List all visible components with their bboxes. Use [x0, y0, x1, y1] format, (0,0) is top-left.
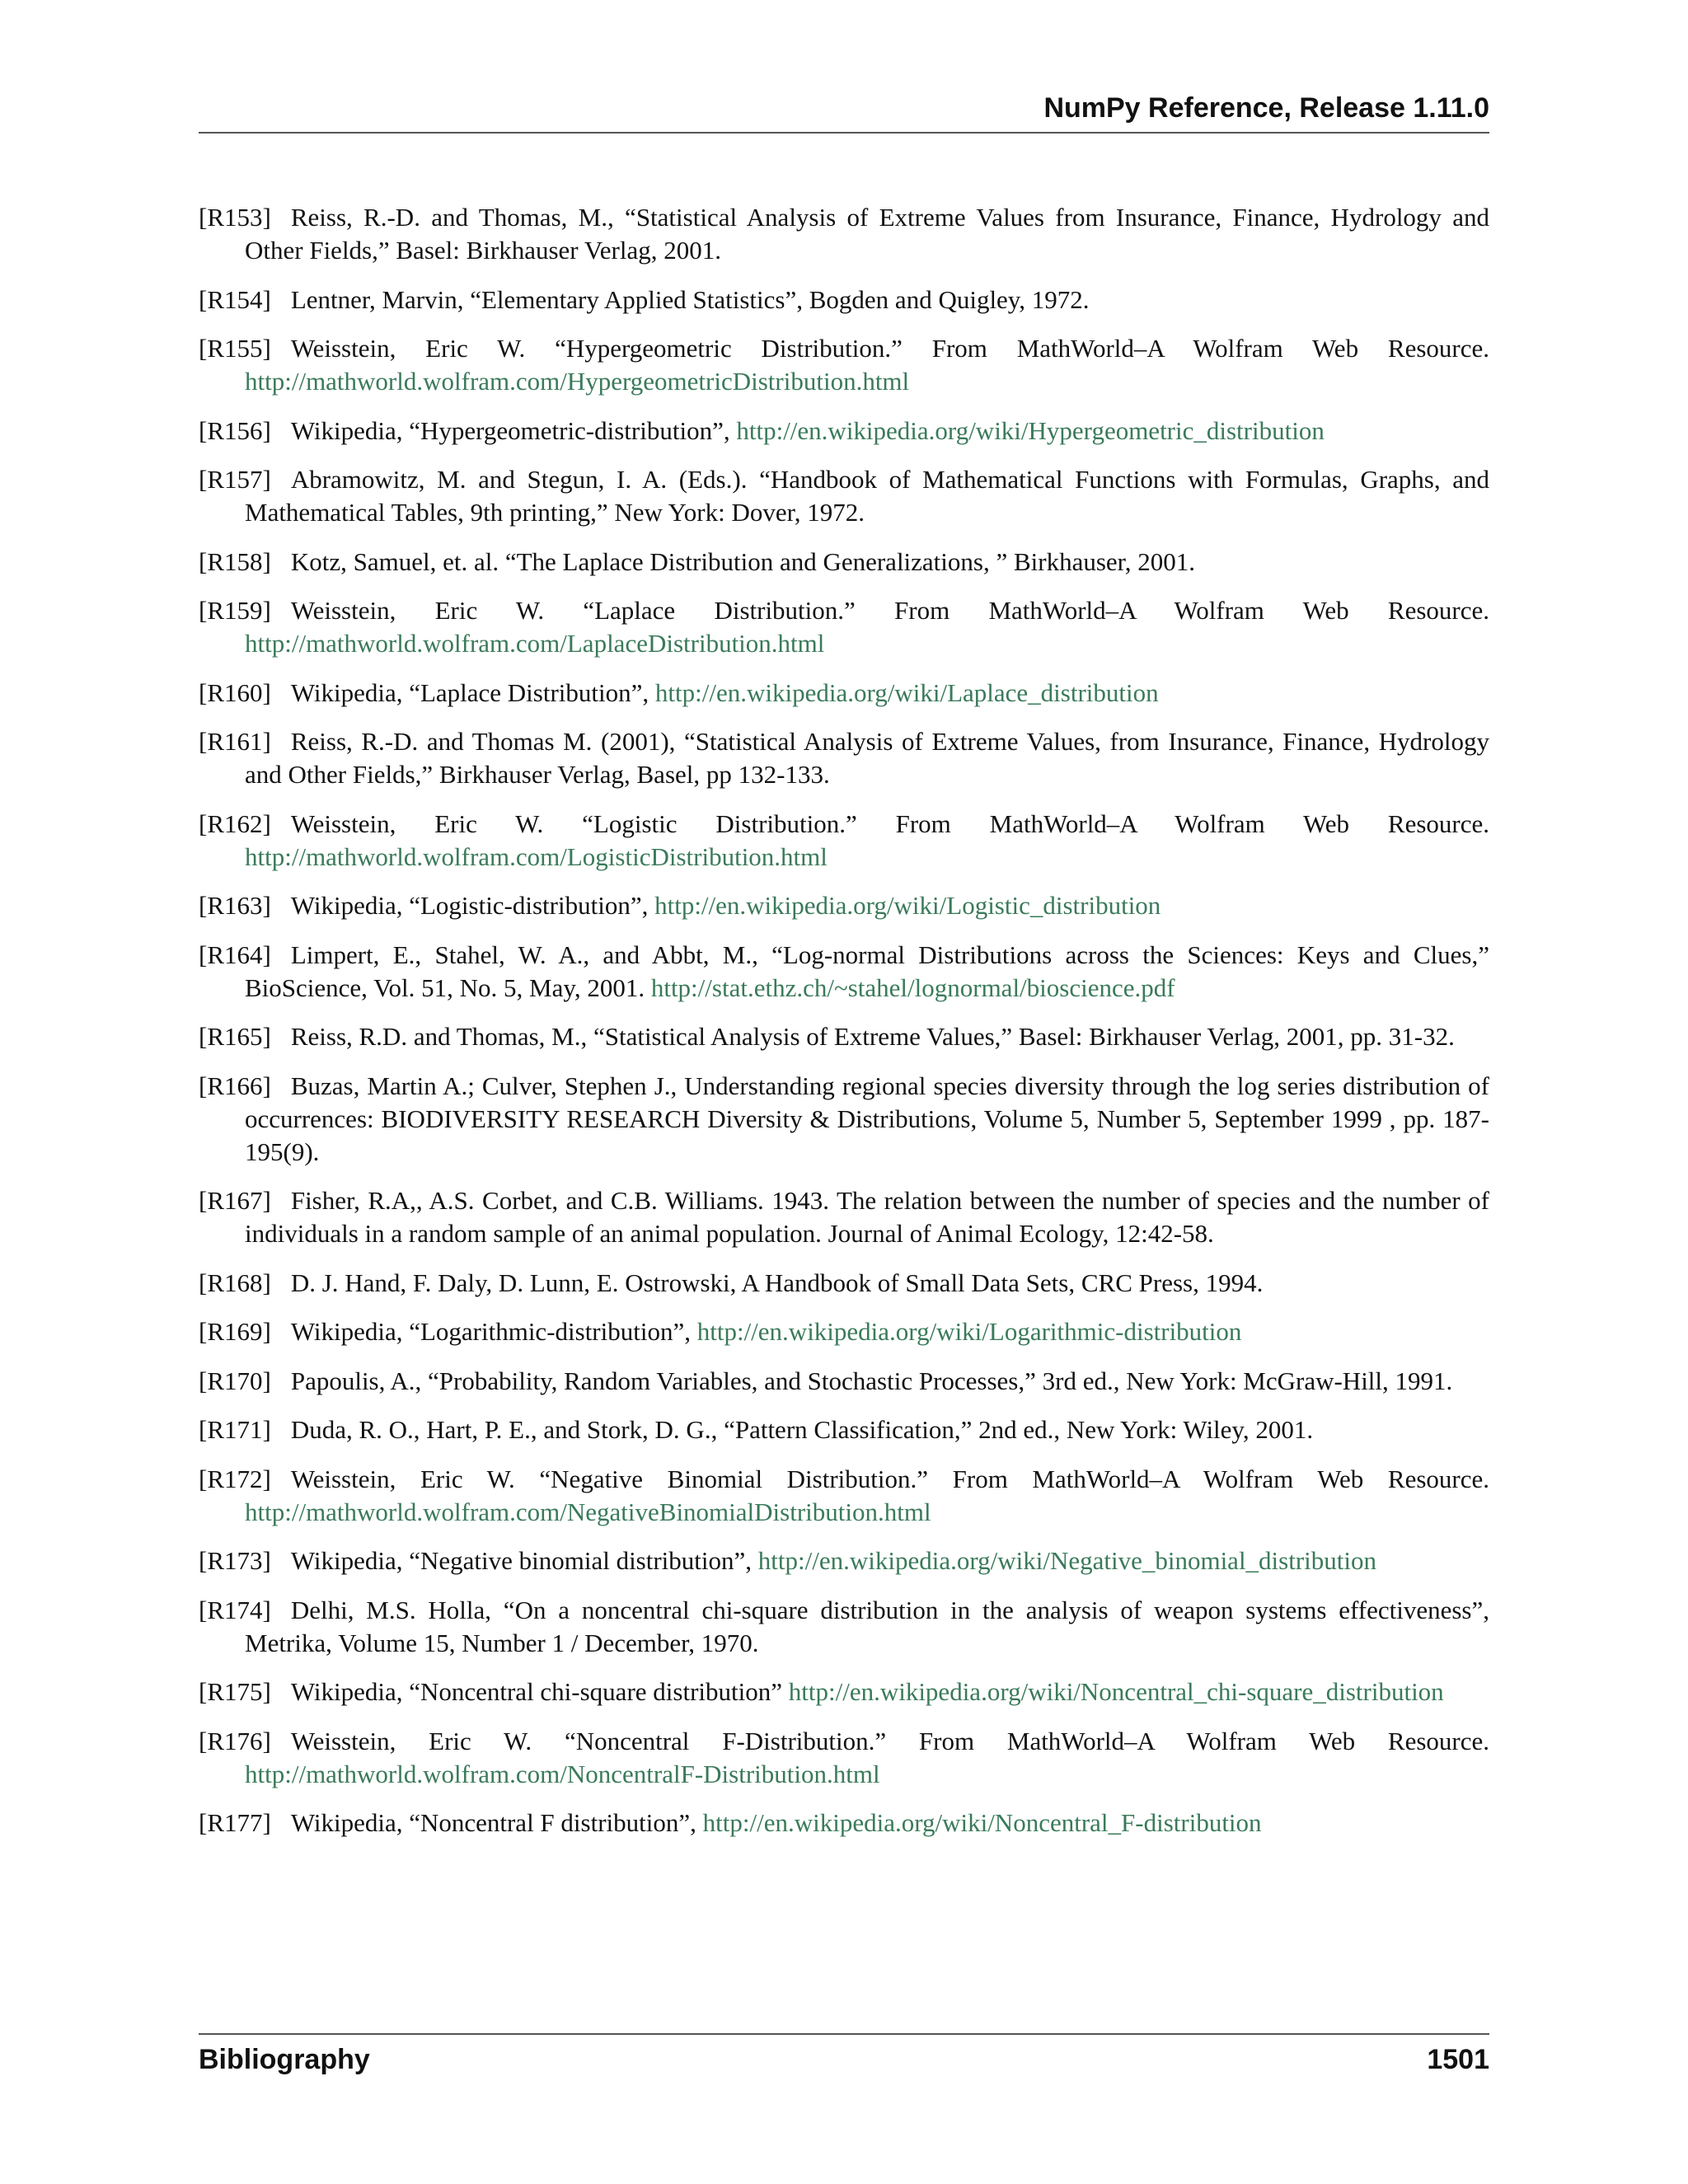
entry-label: [R173] — [199, 1546, 271, 1575]
entry-link[interactable]: http://mathworld.wolfram.com/NoncentralF-Distribution.html — [245, 1759, 880, 1788]
running-title: NumPy Reference, Release 1.11.0 — [1043, 92, 1489, 124]
entry-text: Wikipedia, “Negative binomial distribution”, — [290, 1546, 753, 1575]
bibliography-entry — [199, 463, 1489, 529]
bibliography-entry — [199, 1675, 1489, 1708]
entry-text: Weisstein, Eric W. “Logistic Distribution.” From MathWorld–A Wolfram Web Resource. — [290, 808, 1489, 838]
entry-label: [R153] — [199, 203, 271, 232]
bibliography-entry — [199, 1413, 1489, 1446]
entry-label: [R154] — [199, 284, 271, 314]
entry-label: [R155] — [199, 334, 271, 363]
page-number: 1501 — [1427, 2044, 1489, 2075]
bibliography-entry — [199, 1184, 1489, 1250]
entry-text: Buzas, Martin A.; Culver, Stephen J., Understanding regional species diversity through the log series distribution of occurrences: BIODIVERSITY RESEARCH Diversity & Distributions, Volume 5, Number 5, September 1999 , pp. 187-195(9). — [245, 1071, 1489, 1166]
entry-label: [R165] — [199, 1022, 271, 1051]
entry-label: [R176] — [199, 1726, 271, 1755]
entry-label: [R169] — [199, 1317, 271, 1346]
bibliography-entry — [199, 1544, 1489, 1577]
entry-text: Duda, R. O., Hart, P. E., and Stork, D. G., “Pattern Classification,” 2nd ed., New York: Wiley, 2001. — [290, 1415, 1314, 1444]
entry-link[interactable]: http://en.wikipedia.org/wiki/Negative_binomial_distribution — [757, 1546, 1377, 1575]
bibliography-entry — [199, 332, 1489, 398]
entry-label: [R168] — [199, 1268, 271, 1297]
entry-label: [R172] — [199, 1464, 271, 1493]
entry-link[interactable]: http://en.wikipedia.org/wiki/Noncentral_F-distribution — [702, 1808, 1262, 1837]
bibliography-entry — [199, 201, 1489, 267]
entry-text: Weisstein, Eric W. “Noncentral F-Distribution.” From MathWorld–A Wolfram Web Resource. — [290, 1726, 1489, 1755]
entry-label: [R157] — [199, 465, 271, 494]
entry-label: [R171] — [199, 1415, 271, 1444]
entry-link[interactable]: http://en.wikipedia.org/wiki/Logarithmic-distribution — [696, 1317, 1242, 1346]
entry-text: Wikipedia, “Laplace Distribution”, — [290, 677, 649, 707]
entry-label: [R170] — [199, 1366, 271, 1395]
entry-link[interactable]: http://en.wikipedia.org/wiki/Hypergeometric_distribution — [736, 415, 1325, 445]
entry-text: Papoulis, A., “Probability, Random Variables, and Stochastic Processes,” 3rd ed., New York: McGraw-Hill, 1991. — [290, 1366, 1453, 1395]
bibliography-entry — [199, 939, 1489, 1005]
bibliography-list — [199, 201, 1489, 1856]
entry-link[interactable]: http://mathworld.wolfram.com/LogisticDistribution.html — [245, 841, 828, 871]
bibliography-entry — [199, 1463, 1489, 1529]
bibliography-entry — [199, 725, 1489, 791]
page-footer — [199, 2033, 1489, 2076]
bibliography-entry — [199, 1365, 1489, 1398]
entry-text: Weisstein, Eric W. “Laplace Distribution.” From MathWorld–A Wolfram Web Resource. — [290, 596, 1489, 625]
bibliography-entry — [199, 546, 1489, 579]
bibliography-entry — [199, 594, 1489, 660]
entry-label: [R167] — [199, 1186, 271, 1215]
bibliography-entry — [199, 808, 1489, 874]
entry-label: [R158] — [199, 546, 271, 576]
entry-text: Reiss, R.D. and Thomas, M., “Statistical Analysis of Extreme Values,” Basel: Birkhauser Verlag, 2001, pp. 31-32. — [290, 1022, 1455, 1051]
entry-label: [R156] — [199, 415, 271, 445]
entry-label: [R166] — [199, 1071, 271, 1100]
entry-label: [R164] — [199, 940, 271, 969]
bibliography-entry — [199, 1315, 1489, 1348]
bibliography-entry — [199, 284, 1489, 316]
entry-text: Delhi, M.S. Holla, “On a noncentral chi-square distribution in the analysis of weapon systems effectiveness”, Metrika, Volume 15, Number 1 / December, 1970. — [245, 1595, 1489, 1657]
footer-section-title: Bibliography — [199, 2044, 370, 2075]
entry-text: Weisstein, Eric W. “Negative Binomial Distribution.” From MathWorld–A Wolfram Web Resource. — [290, 1464, 1489, 1493]
bibliography-entry — [199, 1267, 1489, 1300]
entry-text: Lentner, Marvin, “Elementary Applied Statistics”, Bogden and Quigley, 1972. — [290, 284, 1090, 314]
entry-text: D. J. Hand, F. Daly, D. Lunn, E. Ostrowski, A Handbook of Small Data Sets, CRC Press, 1994. — [290, 1268, 1264, 1297]
entry-label: [R175] — [199, 1677, 271, 1706]
entry-text: Limpert, E., Stahel, W. A., and Abbt, M., “Log-normal Distributions across the Sciences: Keys and Clues,” BioScience, Vol. 51, No. 5, May, 2001. — [245, 940, 1489, 1002]
bibliography-entry — [199, 677, 1489, 710]
entry-text: Weisstein, Eric W. “Hypergeometric Distribution.” From MathWorld–A Wolfram Web Resource. — [290, 334, 1489, 363]
entry-text: Wikipedia, “Noncentral chi-square distribution” — [290, 1677, 782, 1706]
bibliography-entry — [199, 415, 1489, 448]
entry-link[interactable]: http://en.wikipedia.org/wiki/Noncentral_chi-square_distribution — [788, 1677, 1444, 1706]
bibliography-entry — [199, 1070, 1489, 1169]
entry-link[interactable]: http://en.wikipedia.org/wiki/Laplace_distribution — [654, 677, 1159, 707]
entry-label: [R174] — [199, 1595, 271, 1624]
entry-text: Reiss, R.-D. and Thomas, M., “Statistical Analysis of Extreme Values from Insurance, Finance, Hydrology and Other Fields,” Basel: Birkhauser Verlag, 2001. — [245, 203, 1489, 265]
entry-text: Wikipedia, “Logistic-distribution”, — [290, 891, 649, 920]
bibliography-entry — [199, 1594, 1489, 1660]
entry-text: Reiss, R.-D. and Thomas M. (2001), “Statistical Analysis of Extreme Values, from Insurance, Finance, Hydrology and Other Fields,” Birkhauser Verlag, Basel, pp 132-133. — [245, 727, 1489, 789]
bibliography-entry — [199, 1807, 1489, 1840]
entry-link[interactable]: http://en.wikipedia.org/wiki/Logistic_distribution — [654, 891, 1161, 920]
entry-label: [R159] — [199, 596, 271, 625]
bibliography-entry — [199, 1020, 1489, 1053]
entry-label: [R161] — [199, 727, 271, 756]
bibliography-entry — [199, 889, 1489, 922]
entry-label: [R162] — [199, 808, 271, 838]
entry-link[interactable]: http://mathworld.wolfram.com/HypergeometricDistribution.html — [245, 367, 910, 396]
bibliography-entry — [199, 1725, 1489, 1791]
entry-link[interactable]: http://mathworld.wolfram.com/NegativeBinomialDistribution.html — [245, 1497, 931, 1526]
entry-text: Wikipedia, “Noncentral F distribution”, — [290, 1808, 696, 1837]
entry-text: Kotz, Samuel, et. al. “The Laplace Distribution and Generalizations, ” Birkhauser, 2001. — [290, 546, 1196, 576]
entry-text: Wikipedia, “Hypergeometric-distribution”, — [290, 415, 730, 445]
entry-text: Fisher, R.A,, A.S. Corbet, and C.B. Williams. 1943. The relation between the number of species and the number of individuals in a random sample of an animal population. Journal of Animal Ecology, 12:42-58. — [245, 1186, 1489, 1248]
entry-label: [R160] — [199, 677, 271, 707]
entry-link[interactable]: http://stat.ethz.ch/~stahel/lognormal/bioscience.pdf — [650, 972, 1175, 1002]
entry-link[interactable]: http://mathworld.wolfram.com/LaplaceDistribution.html — [245, 629, 825, 658]
entry-text: Abramowitz, M. and Stegun, I. A. (Eds.). “Handbook of Mathematical Functions with Formulas, Graphs, and Mathematical Tables, 9th printing,” New York: Dover, 1972. — [245, 465, 1489, 527]
entry-label: [R163] — [199, 891, 271, 920]
entry-label: [R177] — [199, 1808, 271, 1837]
entry-text: Wikipedia, “Logarithmic-distribution”, — [290, 1317, 691, 1346]
page-header — [199, 91, 1489, 134]
